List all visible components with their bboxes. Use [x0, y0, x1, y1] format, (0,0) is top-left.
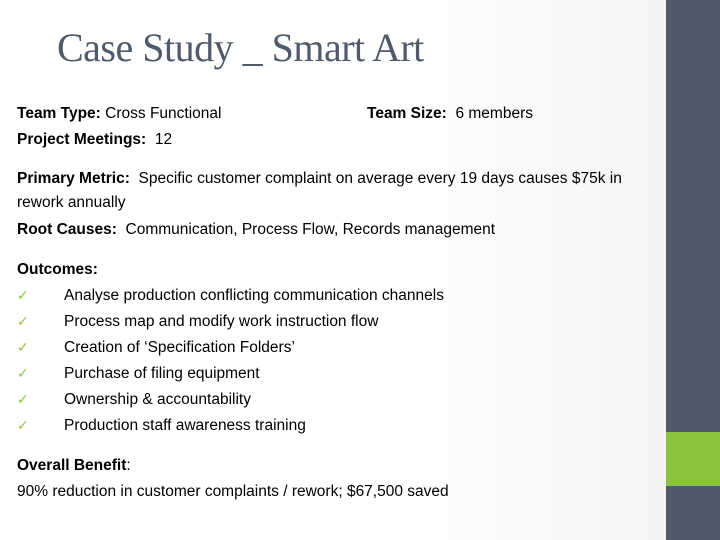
project-meetings-value: 12	[154, 131, 173, 148]
project-meetings-label: Project Meetings:	[17, 131, 147, 148]
sidebar-bar	[666, 0, 720, 432]
slide-content	[17, 101, 662, 505]
root-causes-label: Root Causes:	[17, 221, 117, 238]
outcome-text: Purchase of filing equipment	[64, 365, 260, 382]
list-item	[17, 361, 662, 387]
team-size-value: 6 members	[455, 105, 533, 122]
outcome-text: Analyse production conflicting communication channels	[64, 287, 444, 304]
outcome-text: Production staff awareness training	[64, 417, 306, 434]
team-row	[17, 101, 662, 127]
slide-title: Case Study _ Smart Art	[57, 25, 424, 70]
checkmark-icon: ✓	[17, 392, 29, 408]
checkmark-icon: ✓	[17, 418, 29, 434]
sidebar-bar-bottom	[666, 486, 720, 540]
outcome-text: Process map and modify work instruction flow	[64, 313, 379, 330]
list-item	[17, 413, 662, 439]
team-type-value: Cross Functional	[105, 105, 222, 122]
outcomes-label: Outcomes:	[17, 261, 98, 278]
overall-benefit-row	[17, 479, 662, 505]
checkmark-icon: ✓	[17, 314, 29, 330]
primary-metric-row	[17, 167, 662, 215]
team-type-label: Team Type:	[17, 105, 101, 122]
outcomes-heading	[17, 257, 662, 283]
list-item	[17, 335, 662, 361]
team-size	[367, 101, 533, 127]
checkmark-icon: ✓	[17, 340, 29, 356]
team-size-label: Team Size:	[367, 105, 447, 122]
sidebar-accent-block	[666, 432, 720, 486]
list-item	[17, 309, 662, 335]
project-meetings-row	[17, 127, 662, 153]
list-item	[17, 283, 662, 309]
root-causes-value: Communication, Process Flow, Records management	[125, 221, 496, 238]
primary-metric-value: Specific customer complaint on average every 19 days causes $75k in rework annually	[17, 170, 622, 211]
checkmark-icon: ✓	[17, 366, 29, 382]
primary-metric-label: Primary Metric:	[17, 170, 130, 187]
outcome-text: Ownership & accountability	[64, 391, 251, 408]
overall-benefit-label: Overall Benefit	[17, 457, 127, 474]
root-causes-row	[17, 217, 662, 243]
overall-benefit-value: 90% reduction in customer complaints / rework; $67,500 saved	[17, 483, 449, 500]
list-item	[17, 387, 662, 413]
checkmark-icon: ✓	[17, 288, 29, 304]
overall-benefit-colon: :	[126, 457, 131, 474]
outcome-text: Creation of ‘Specification Folders’	[64, 339, 295, 356]
outcomes-list	[17, 283, 662, 439]
overall-benefit-heading	[17, 453, 662, 479]
